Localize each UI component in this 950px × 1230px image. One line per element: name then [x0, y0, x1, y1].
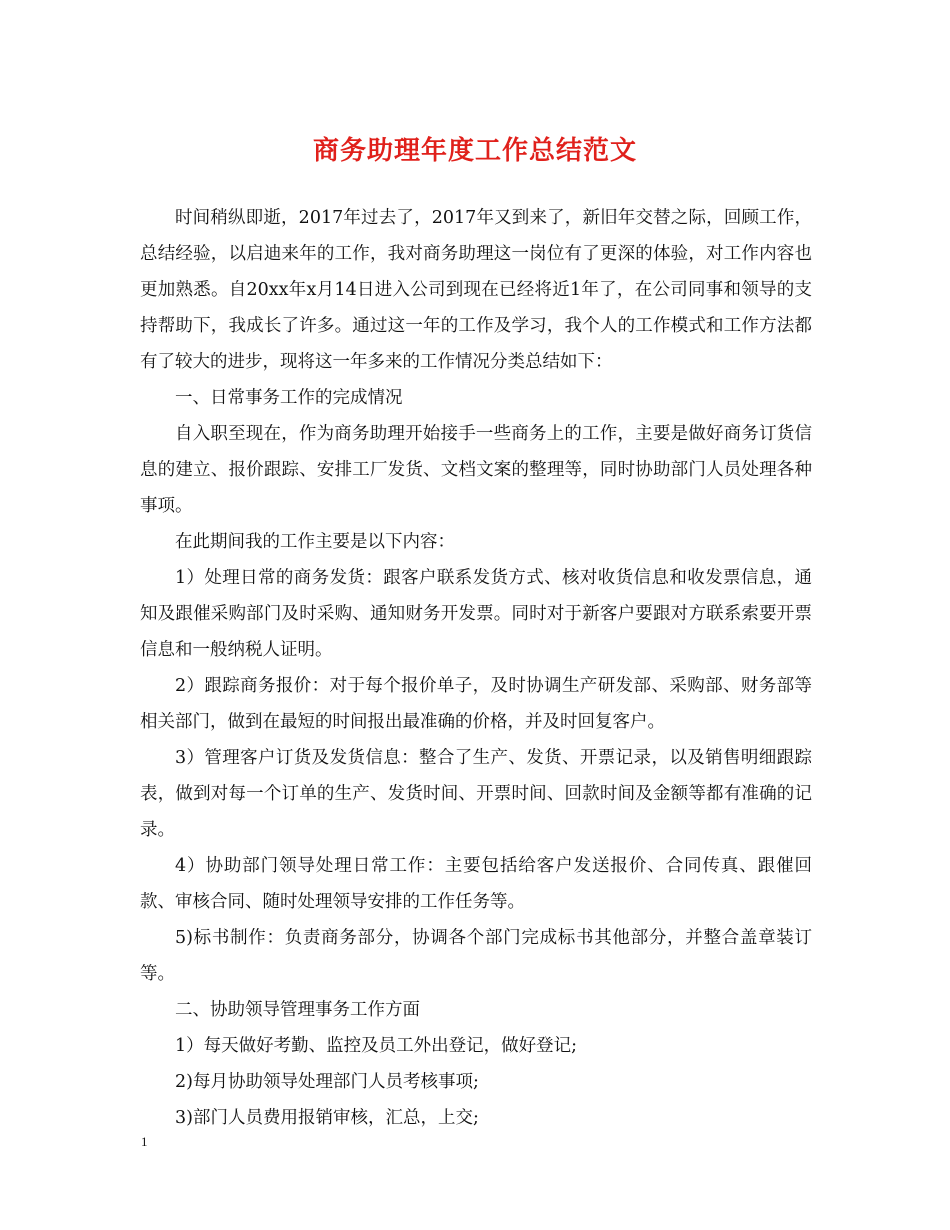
- paragraph-intro: 时间稍纵即逝，2017年过去了，2017年又到来了，新旧年交替之际，回顾工作，总结经验，以启迪来年的工作，我对商务助理这一岗位有了更深的体验，对工作内容也更加熟悉。自20xx年x月14日进入公司到现在已经将近1年了，在公司同事和领导的支持帮助下，我成长了许多。通过这一年的工作及学习，我个人的工作模式和工作方法都有了较大的进步，现将这一年多来的工作情况分类总结如下：: [140, 208, 812, 372]
- document-title: 商务助理年度工作总结范文: [312, 136, 637, 166]
- paragraph: 在此期间我的工作主要是以下内容：: [175, 532, 455, 552]
- section-heading-1: 一、日常事务工作的完成情况: [175, 388, 403, 408]
- document-body: [140, 200, 812, 1136]
- list-item: 3）管理客户订货及发货信息：整合了生产、发货、开票记录，以及销售明细跟踪表，做到对每一个订单的生产、发货时间、开票时间、回款时间及金额等都有准确的记录。: [140, 748, 812, 840]
- list-item: 4）协助部门领导处理日常工作：主要包括给客户发送报价、合同传真、跟催回款、审核合同、随时处理领导安排的工作任务等。: [140, 856, 812, 912]
- paragraph: 自入职至现在，作为商务助理开始接手一些商务上的工作，主要是做好商务订货信息的建立、报价跟踪、安排工厂发货、文档文案的整理等，同时协助部门人员处理各种事项。: [140, 424, 812, 516]
- list-item: 1）每天做好考勤、监控及员工外出登记，做好登记;: [175, 1036, 578, 1056]
- list-item: 1）处理日常的商务发货：跟客户联系发货方式、核对收货信息和收发票信息，通知及跟催采购部门及时采购、通知财务开发票。同时对于新客户要跟对方联系索要开票信息和一般纳税人证明。: [140, 568, 812, 660]
- list-item: 2）跟踪商务报价：对于每个报价单子，及时协调生产研发部、采购部、财务部等相关部门，做到在最短的时间报出最准确的价格，并及时回复客户。: [140, 676, 812, 732]
- list-item: 5)标书制作：负责商务部分，协调各个部门完成标书其他部分，并整合盖章装订等。: [140, 928, 812, 984]
- list-item: 2)每月协助领导处理部门人员考核事项;: [175, 1072, 479, 1092]
- page-number: 1: [141, 1134, 148, 1149]
- list-item: 3)部门人员费用报销审核，汇总，上交;: [175, 1108, 479, 1128]
- section-heading-2: 二、协助领导管理事务工作方面: [175, 1000, 420, 1020]
